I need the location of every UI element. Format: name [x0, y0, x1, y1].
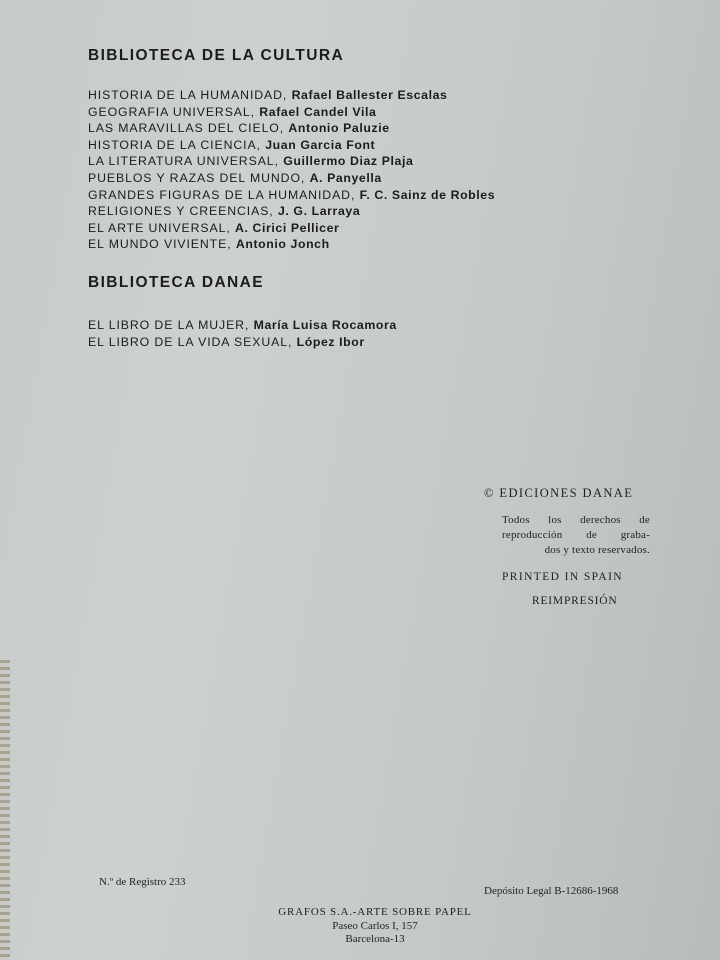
book-author: María Luisa Rocamora — [253, 318, 397, 332]
list-item — [88, 104, 495, 121]
printer-city: Barcelona-13 — [345, 933, 405, 945]
rights-notice — [502, 513, 650, 558]
rights-line: reproducción de graba- — [502, 529, 650, 541]
printer-imprint — [250, 906, 500, 947]
book-title: EL ARTE UNIVERSAL, — [88, 220, 231, 235]
book-title: HISTORIA DE LA HUMANIDAD, — [88, 88, 288, 102]
book-title: PUEBLOS Y RAZAS DEL MUNDO, — [88, 170, 306, 185]
book-title: LA LITERATURA UNIVERSAL, — [88, 154, 279, 169]
book-title: EL MUNDO VIVIENTE, — [88, 237, 232, 252]
list-item — [88, 170, 495, 187]
book-author: Juan Garcia Font — [265, 137, 376, 152]
registration-number: N.º de Registro 233 — [99, 876, 186, 888]
book-title: LAS MARAVILLAS DEL CIELO, — [88, 121, 285, 136]
list-item — [88, 137, 495, 154]
book-author: J. G. Larraya — [277, 204, 361, 219]
book-author: López Ibor — [296, 334, 365, 349]
list-item — [88, 187, 495, 204]
book-list-danae — [88, 317, 397, 350]
list-item — [88, 236, 495, 253]
list-item — [88, 220, 495, 237]
list-item — [88, 203, 495, 220]
rights-line: Todos los derechos de — [502, 514, 650, 526]
book-title: RELIGIONES Y CREENCIAS, — [88, 204, 274, 219]
list-item — [88, 153, 495, 170]
page-binding-edge — [0, 660, 10, 960]
printer-address: Paseo Carlos I, 157 — [332, 919, 418, 932]
list-item — [88, 87, 495, 104]
book-author: Antonio Paluzie — [288, 121, 390, 136]
book-title: EL LIBRO DE LA VIDA SEXUAL, — [88, 334, 293, 349]
book-author: Rafael Candel Vila — [259, 104, 377, 119]
book-author: F. C. Sainz de Robles — [359, 187, 496, 202]
rights-line: dos y texto reservados. — [544, 544, 650, 556]
book-author: Antonio Jonch — [235, 237, 330, 252]
book-author: A. Cirici Pellicer — [234, 220, 340, 235]
list-item — [88, 120, 495, 137]
legal-deposit: Depósito Legal B-12686-1968 — [484, 885, 619, 897]
book-title: GRANDES FIGURAS DE LA HUMANIDAD, — [88, 187, 356, 202]
book-title: EL LIBRO DE LA MUJER, — [88, 318, 250, 332]
book-author: Guillermo Diaz Plaja — [283, 154, 414, 169]
book-list-cultura — [88, 87, 495, 253]
section-heading-biblioteca-cultura: BIBLIOTECA DE LA CULTURA — [88, 47, 345, 64]
colophon — [478, 486, 658, 607]
section-heading-biblioteca-danae: BIBLIOTECA DANAE — [88, 274, 264, 291]
list-item — [88, 334, 397, 351]
book-title: HISTORIA DE LA CIENCIA, — [88, 137, 261, 152]
book-author: Rafael Ballester Escalas — [291, 88, 448, 102]
printer-name: GRAFOS S.A.-ARTE SOBRE PAPEL — [278, 906, 472, 918]
copyright-notice: © EDICIONES DANAE — [484, 486, 634, 500]
book-author: A. Panyella — [309, 170, 382, 185]
list-item — [88, 317, 397, 334]
printed-in-notice: PRINTED IN SPAIN — [502, 571, 624, 583]
reprint-notice: REIMPRESIÓN — [532, 595, 618, 607]
book-title: GEOGRAFIA UNIVERSAL, — [88, 104, 255, 119]
